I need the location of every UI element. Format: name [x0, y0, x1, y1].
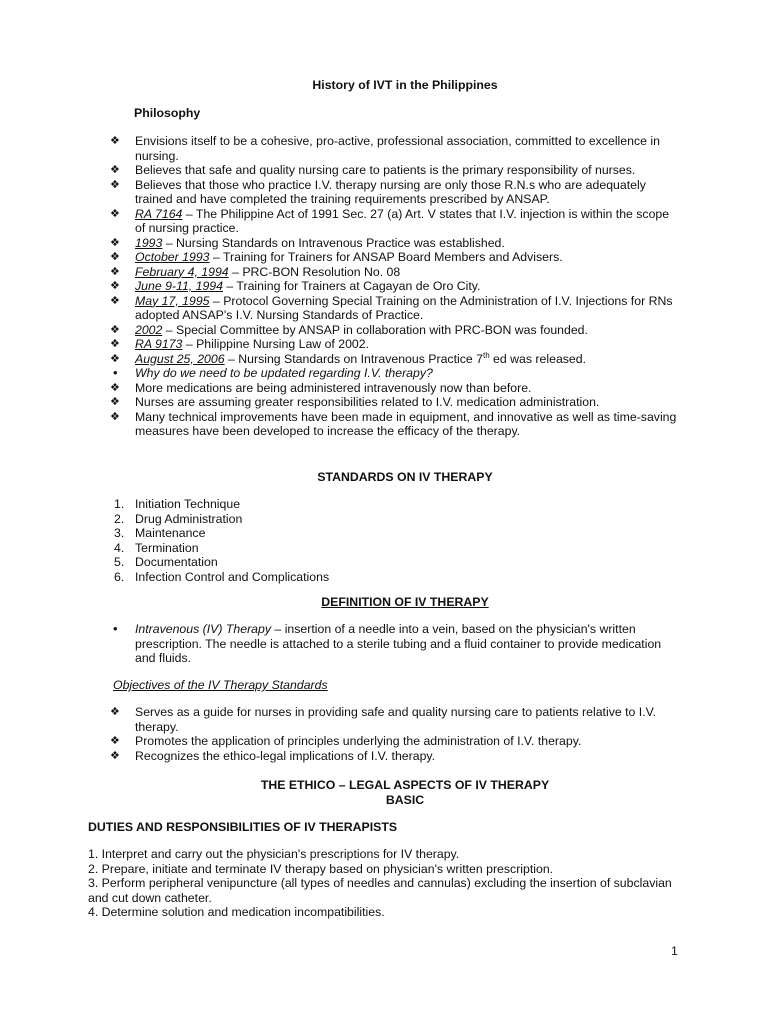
philosophy-item: [110, 410, 680, 439]
ethico-subheading: BASIC: [385, 793, 425, 807]
page-number: 1: [671, 944, 678, 958]
item-text: Maintenance: [135, 526, 206, 540]
item-date: October 1993: [135, 250, 210, 264]
item-number: 3.: [114, 526, 125, 540]
duties-list: [88, 847, 688, 920]
item-number: 2.: [114, 511, 125, 526]
ethico-heading: THE ETHICO – LEGAL ASPECTS OF IV THERAPY: [260, 778, 550, 792]
philosophy-item: [110, 323, 680, 338]
diamond-bullet-icon: ❖: [110, 251, 120, 263]
diamond-bullet-icon: ❖: [110, 381, 120, 394]
philosophy-item: [110, 381, 680, 396]
standards-item: [114, 555, 674, 570]
diamond-bullet-icon: ❖: [110, 280, 120, 292]
diamond-bullet-icon: ❖: [110, 236, 120, 249]
standards-list: [114, 497, 674, 584]
item-date: 1993: [135, 235, 163, 250]
item-text: Believes that safe and quality nursing care to patients is the primary responsibility of nurses.: [135, 163, 636, 177]
item-date: 2002: [135, 322, 163, 337]
philosophy-item: [110, 163, 680, 178]
diamond-bullet-icon: ❖: [110, 749, 120, 762]
item-number: 6.: [114, 569, 125, 584]
item-date: May 17, 1995: [135, 293, 210, 308]
item-text: Drug Administration: [135, 511, 243, 526]
item-text: – Philippine Nursing Law of 2002.: [182, 337, 370, 351]
item-text: Serves as a guide for nurses in providing safe and quality nursing care to patients relative to I.V. therapy.: [135, 705, 657, 734]
definition-term: Intravenous (IV) Therapy: [135, 622, 272, 636]
item-text: Believes that those who practice I.V. therapy nursing are only those R.N.s who are adequately trained and have completed the training requirements prescribed by ANSAP.: [135, 177, 646, 206]
diamond-bullet-icon: ❖: [110, 706, 120, 718]
item-date: June 9-11, 1994: [135, 279, 223, 293]
diamond-bullet-icon: ❖: [110, 396, 120, 408]
item-text: Promotes the application of principles underlying the administration of I.V. therapy.: [135, 734, 582, 748]
philosophy-item: [110, 337, 680, 352]
philosophy-list: [110, 134, 680, 439]
item-text: Initiation Technique: [135, 497, 241, 511]
diamond-bullet-icon: ❖: [110, 410, 120, 423]
diamond-bullet-icon: ❖: [110, 294, 120, 307]
bullet-dot-icon: •: [113, 621, 118, 636]
duties-item: 1. Interpret and carry out the physician's prescriptions for IV therapy.: [88, 847, 460, 861]
item-text: – Training for Trainers for ANSAP Board Members and Advisers.: [209, 250, 563, 264]
diamond-bullet-icon: ❖: [110, 265, 120, 278]
philosophy-item: [110, 366, 680, 381]
diamond-bullet-icon: ❖: [110, 164, 120, 176]
item-text: – Training for Trainers at Cagayan de Oro City.: [222, 279, 481, 293]
duties-item: 2. Prepare, initiate and terminate IV therapy based on physician's written prescription.: [88, 861, 554, 876]
diamond-bullet-icon: ❖: [110, 323, 120, 336]
objectives-item: [110, 749, 680, 764]
philosophy-item: [110, 352, 680, 367]
philosophy-item: [110, 395, 680, 410]
item-text: Termination: [135, 540, 199, 555]
item-text: Envisions itself to be a cohesive, pro-active, professional association, committed to excellence in nursing.: [135, 134, 660, 163]
objectives-heading: Objectives of the IV Therapy Standards: [113, 678, 328, 692]
item-text: – Special Committee by ANSAP in collaboration with PRC-BON was founded.: [162, 322, 588, 337]
objectives-item: [110, 734, 680, 749]
definition-list: [110, 622, 680, 666]
philosophy-item: [110, 207, 680, 236]
philosophy-item: [110, 178, 680, 207]
item-text: – Protocol Governing Special Training on the Administration of I.V. Injections for RNs adopted ANSAP's I.V. Nursing Standards of Practice.: [135, 293, 673, 322]
philosophy-item: [110, 250, 680, 265]
philosophy-item: [110, 236, 680, 251]
item-number: 4.: [114, 540, 125, 555]
diamond-bullet-icon: ❖: [110, 352, 120, 365]
standards-item: [114, 497, 674, 512]
standards-item: [114, 512, 674, 527]
philosophy-item: [110, 294, 680, 323]
definition-item: [110, 622, 680, 666]
objectives-item: [110, 705, 680, 734]
item-date: February 4, 1994: [135, 264, 229, 279]
item-text: Nurses are assuming greater responsibilities related to I.V. medication administration.: [135, 395, 600, 409]
item-text: – The Philippine Act of 1991 Sec. 27 (a) Art. V states that I.V. injection is within the scope of nursing practice.: [135, 206, 670, 235]
duties-item: 3. Perform peripheral venipuncture (all types of needles and cannulas) excluding the insertion of subclavian and cut down catheter.: [88, 876, 672, 905]
diamond-bullet-icon: ❖: [110, 207, 120, 220]
item-text: Documentation: [135, 555, 218, 569]
item-text-tail: ed was released.: [489, 351, 587, 366]
superscript: th: [482, 350, 490, 360]
diamond-bullet-icon: ❖: [110, 178, 120, 191]
duties-heading: DUTIES AND RESPONSIBILITIES OF IV THERAPISTS: [88, 820, 398, 834]
item-text: Infection Control and Complications: [135, 569, 330, 584]
bullet-dot-icon: •: [113, 365, 118, 380]
diamond-bullet-icon: ❖: [110, 338, 120, 350]
definition-heading: DEFINITION OF IV THERAPY: [321, 595, 489, 609]
definition-text: – insertion of a needle into a vein, based on the physician's written prescription. The needle is attached to a sterile tubing and a fluid container to provide medication and fluids.: [135, 622, 662, 665]
item-text: More medications are being administered intravenously now than before.: [135, 380, 532, 395]
item-text: – Nursing Standards on Intravenous Practice 7: [224, 351, 483, 366]
philosophy-item: [110, 134, 680, 163]
item-date: RA 9173: [135, 337, 183, 351]
objectives-list: [110, 705, 680, 763]
standards-item: [114, 541, 674, 556]
philosophy-item: [110, 265, 680, 280]
standards-heading: STANDARDS ON IV THERAPY: [317, 470, 493, 484]
item-text: Why do we need to be updated regarding I.V. therapy?: [135, 366, 433, 380]
standards-item: [114, 526, 674, 541]
item-date: August 25, 2006: [135, 351, 225, 366]
item-text: – Nursing Standards on Intravenous Practice was established.: [162, 235, 505, 250]
philosophy-item: [110, 279, 680, 294]
item-date: RA 7164: [135, 206, 183, 221]
item-number: 1.: [114, 497, 125, 511]
diamond-bullet-icon: ❖: [110, 735, 120, 747]
duties-item: 4. Determine solution and medication incompatibilities.: [88, 905, 385, 919]
item-text: Recognizes the ethico-legal implications of I.V. therapy.: [135, 748, 436, 763]
document-title: History of IVT in the Philippines: [312, 78, 498, 92]
standards-item: [114, 570, 674, 585]
item-text: – PRC-BON Resolution No. 08: [228, 264, 401, 279]
item-text: Many technical improvements have been made in equipment, and innovative as well as time-saving measures have been developed to increase the efficacy of the therapy.: [135, 409, 677, 438]
philosophy-heading: Philosophy: [134, 106, 201, 120]
item-number: 5.: [114, 555, 125, 569]
diamond-bullet-icon: ❖: [110, 135, 120, 147]
